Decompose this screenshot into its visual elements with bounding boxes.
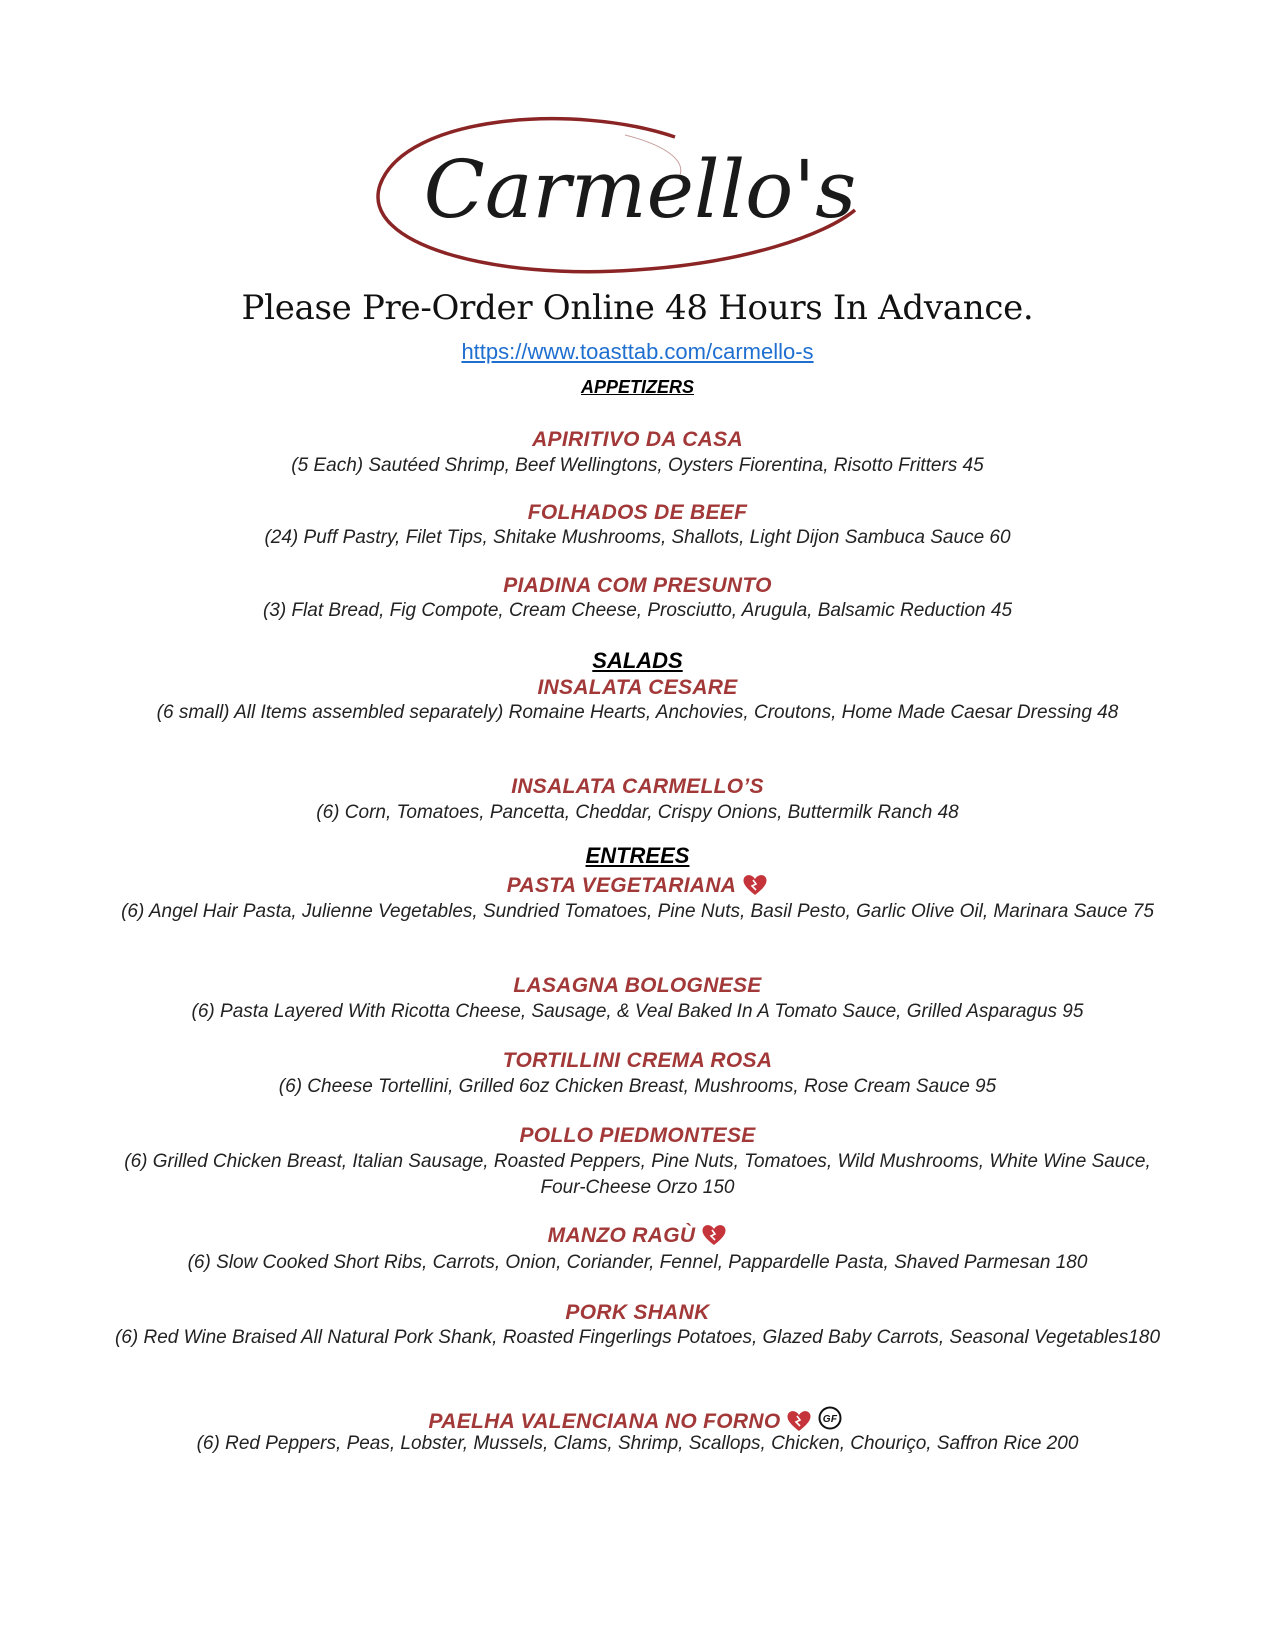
item-name: INSALATA CARMELLO’S bbox=[511, 775, 764, 798]
item-description: (6) Angel Hair Pasta, Julienne Vegetables, Sundried Tomatoes, Pine Nuts, Basil Pesto, Garlic Olive Oil, Marinara Sauce 75 bbox=[121, 901, 1154, 922]
order-link[interactable]: https://www.toasttab.com/carmello-s bbox=[461, 339, 814, 364]
item-name: PAELHA VALENCIANA NO FORNO bbox=[428, 1410, 781, 1433]
item-description: (6) Pasta Layered With Ricotta Cheese, Sausage, & Veal Baked In A Tomato Sauce, Grilled Asparagus 95 bbox=[191, 1001, 1084, 1022]
item-name-row bbox=[0, 1224, 1275, 1248]
item-description: (6) Red Peppers, Peas, Lobster, Mussels, Clams, Shrimp, Scallops, Chicken, Chouriço, Saffron Rice 200 bbox=[196, 1433, 1079, 1454]
item-name: MANZO RAGÙ bbox=[547, 1224, 696, 1247]
item-name: APIRITIVO DA CASA bbox=[532, 428, 743, 451]
heart-healthy-icon bbox=[786, 1410, 812, 1432]
item-description: (6 small) All Items assembled separately) Romaine Hearts, Anchovies, Croutons, Home Made Caesar Dressing 48 bbox=[156, 702, 1119, 723]
logo-text: Carmello's bbox=[423, 143, 857, 236]
item-name-row bbox=[0, 874, 1275, 898]
item-description: (5 Each) Sautéed Shrimp, Beef Wellingtons, Oysters Fiorentina, Risotto Fritters 45 bbox=[291, 455, 984, 476]
section-heading-appetizers: APPETIZERS bbox=[580, 377, 695, 397]
item-name: FOLHADOS DE BEEF bbox=[527, 501, 748, 524]
item-name: POLLO PIEDMONTESE bbox=[519, 1124, 756, 1147]
gf-label: GF bbox=[823, 1414, 838, 1425]
item-name: TORTILLINI CREMA ROSA bbox=[502, 1049, 773, 1072]
section-heading-salads: SALADS bbox=[592, 648, 683, 673]
item-name-row bbox=[0, 1406, 1275, 1434]
item-description: (3) Flat Bread, Fig Compote, Cream Cheese, Prosciutto, Arugula, Balsamic Reduction 45 bbox=[262, 600, 1013, 621]
item-description: (6) Slow Cooked Short Ribs, Carrots, Onion, Coriander, Fennel, Pappardelle Pasta, Shaved Parmesan 180 bbox=[187, 1252, 1088, 1273]
item-name: PASTA VEGETARIANA bbox=[506, 874, 737, 897]
item-description: (6) Red Wine Braised All Natural Pork Shank, Roasted Fingerlings Potatoes, Glazed Baby Carrots, Seasonal Vegetables180 bbox=[114, 1327, 1161, 1348]
heart-healthy-icon bbox=[742, 874, 768, 896]
item-description: (6) Corn, Tomatoes, Pancetta, Cheddar, Crispy Onions, Buttermilk Ranch 48 bbox=[316, 802, 959, 823]
item-name: PIADINA COM PRESUNTO bbox=[503, 574, 772, 597]
item-description: (6) Grilled Chicken Breast, Italian Sausage, Roasted Peppers, Pine Nuts, Tomatoes, Wild Mushrooms, White Wine Sauce, Four-Cheese Orzo 150 bbox=[124, 1151, 1151, 1198]
item-description: (24) Puff Pastry, Filet Tips, Shitake Mushrooms, Shallots, Light Dijon Sambuca Sauce 60 bbox=[264, 527, 1011, 548]
section-heading-entrees: ENTREES bbox=[585, 843, 690, 868]
item-name: INSALATA CESARE bbox=[537, 676, 738, 699]
heart-healthy-icon bbox=[701, 1224, 727, 1246]
item-description: (6) Cheese Tortellini, Grilled 6oz Chicken Breast, Mushrooms, Rose Cream Sauce 95 bbox=[278, 1076, 997, 1097]
gluten-free-icon bbox=[818, 1406, 846, 1432]
preorder-notice: Please Pre-Order Online 48 Hours In Advance. bbox=[241, 288, 1034, 328]
carmellos-logo bbox=[375, 105, 905, 295]
item-name: LASAGNA BOLOGNESE bbox=[513, 974, 762, 997]
item-name: PORK SHANK bbox=[565, 1301, 710, 1324]
logo-graphic bbox=[375, 105, 905, 295]
